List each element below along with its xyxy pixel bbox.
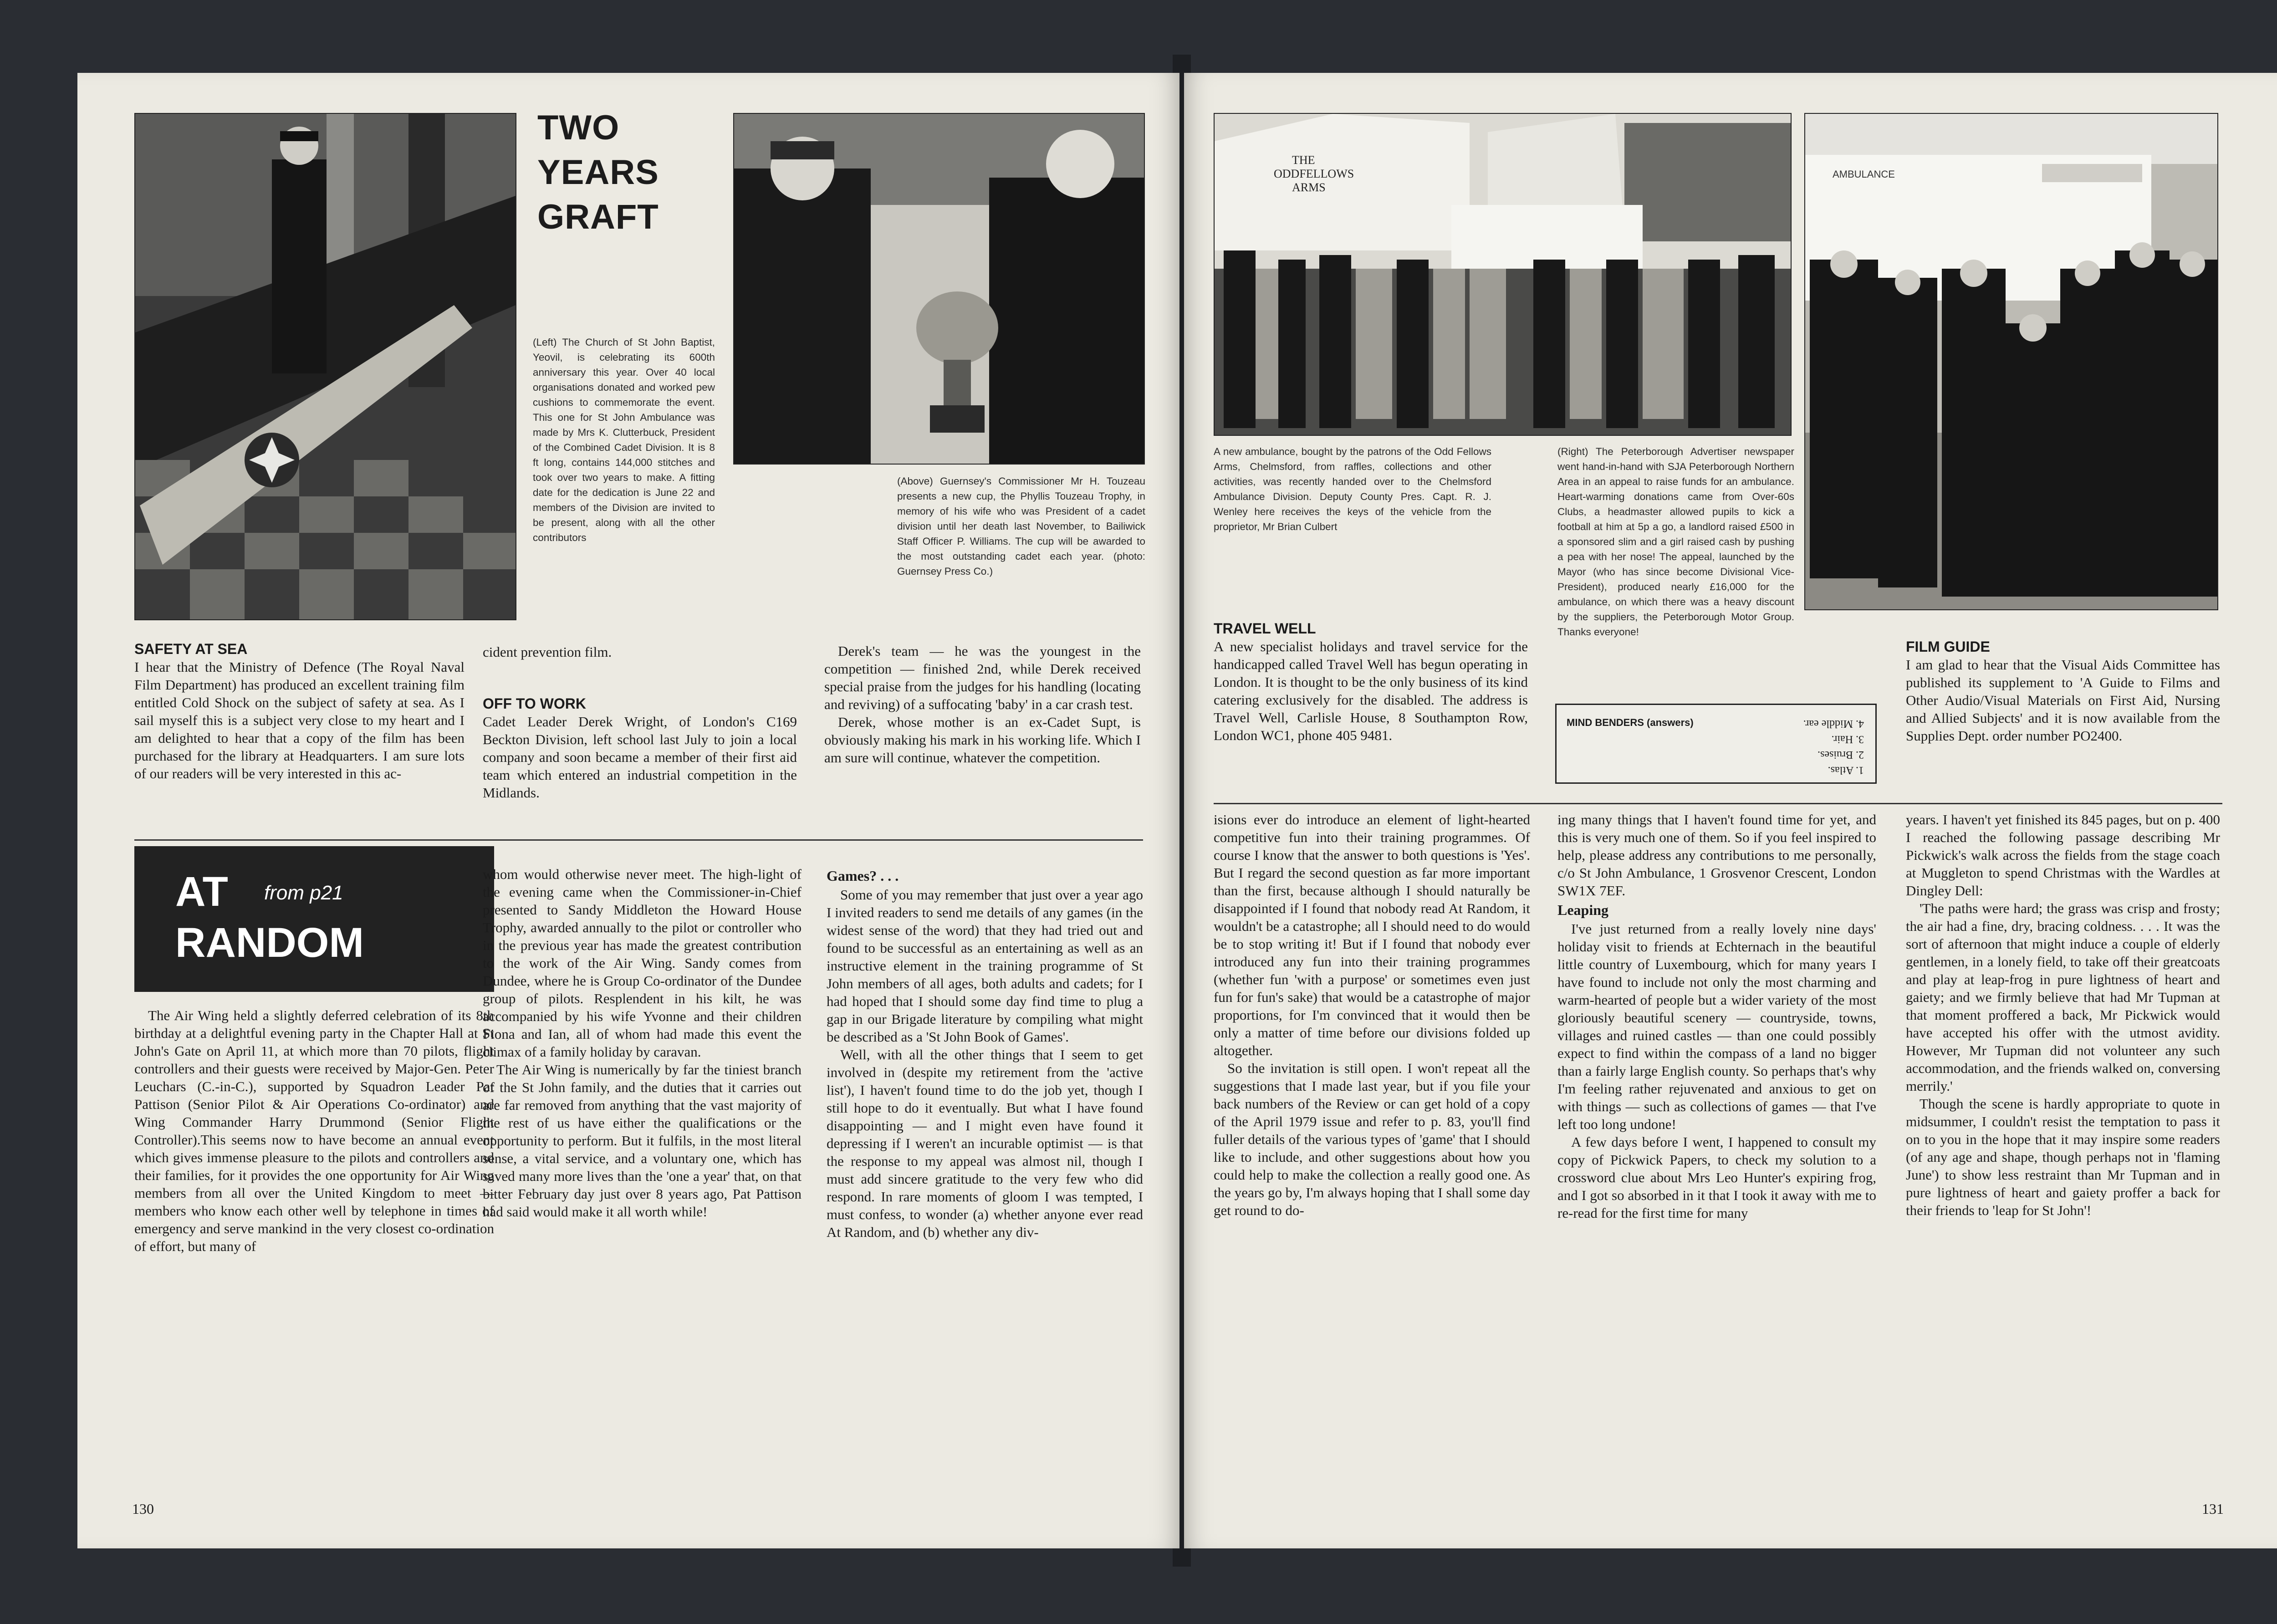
mind-benders-title: MIND BENDERS (answers) <box>1567 717 1694 728</box>
off-to-work-paragraph-1: Cadet Leader Derek Wright, of London's C169 Beckton Division, left school last July to join a local company and soon became a member of their first aid team which entered an industrial competition in the Midlands. <box>483 714 797 801</box>
pub-sign-word-2: ODDFELLOWS <box>1274 167 1354 180</box>
peterborough-ambulance-photo <box>1804 113 2218 610</box>
church-photo-caption: (Left) The Church of St John Baptist, Yeovil, is celebrating its 600th anniversary this year. Over 40 local organisations donated and worked pew cushions to commemorate the event. This one for St John Ambulance was made by Mrs K. Clutterbuck, President of the Combined Cadet Division. It is 8 ft long, contains 144,000 stitches and took over two years to make. A fitting date for the dedication is June 22 and members of the Division are invited to be present, along with all the other contributors <box>533 337 715 543</box>
travel-well-paragraph: A new specialist holidays and travel service for the handicapped called Travel Well has begun operating in London. It is thought to be the only business of its kind catering exclusively for the disabled. The address is Travel Well, Carlisle House, 8 Southampton Row, London WC1, phone 405 9481. <box>1214 638 1528 743</box>
mind-benders-answers-box <box>1555 704 1877 784</box>
at-random-title-at: AT <box>175 868 228 915</box>
games-heading: Games? . . . <box>827 868 899 884</box>
at-random-col5-paragraph-1: ing many things that I haven't found time for yet, and this is very much one of them. So if you feel inspired to help, please address any contributions to me personally, c/o St John Ambulance, 1 Grosvenor Crescent, London SW1X 7EF. <box>1557 812 1876 899</box>
film-guide-paragraph: I am glad to hear that the Visual Aids Committee has published its supplement to 'A Guide to Films and Other Audio/Visual Materials on First Aid, Nursing and Allied Subjects' and it is now available from the Supplies Dept. order number PO2400. <box>1906 657 2220 744</box>
at-random-col6-paragraph-1: years. I haven't yet finished its 845 pages, but on p. 400 I reached the following passage describing Mr Pickwick's walk across the fields from the stage coach at Muggleton to spend Christmas with the Wardles at Dingley Dell: <box>1906 812 2220 899</box>
page-number-left: 130 <box>132 1501 154 1517</box>
at-random-col6-paragraph-2: 'The paths were hard; the grass was crisp and frosty; the air had a fine, dry, bracing coldness. . . . It was the sort of afternoon that might induce a couple of elderly gentlemen, in a lonely field, to take off their greatcoats and play at leap-frog in pure lightness of heart and gaiety; and we firmly believe that had Mr Tupman at that moment proffered a back, Mr Pickwick would have accepted his offer with the utmost avidity. However, Mr Tupman did not volunteer any such accommodation, and the friends walked on, conversing merrily.' <box>1906 900 2220 1094</box>
at-random-col1-paragraph: The Air Wing held a slightly deferred celebration of its 8th birthday at a delightful evening party in the Chapter Hall at St John's Gate on April 11, at which more than 70 pilots, flight controllers and their guests were received by Major-Gen. Peter Leuchars (C.-in-C.), supported by Squadron Leader Pat Pattison (Senior Pilot & Air Operations Co-ordinator) and Wing Commander Harry Drummond (Senior Flight Controller).This seems now to have become an annual event which gives immense pleasure to the pilots and controllers and their families, for it provides the one opportunity for Air Wing members from all over the United Kingdom to meet — members who know each other well by telephone in times of emergency and serve mankind in the very closest co-ordination of effort, but many of <box>134 1007 494 1254</box>
church-pew-cushion-photo <box>134 113 516 620</box>
guernsey-trophy-photo <box>733 113 1145 465</box>
at-random-col5-paragraph-2: I've just returned from a really lovely nine days' holiday visit to friends at Echternach in the beautiful little country of Luxembourg, which for many years I have found to include not only the most charming and warm-hearted of people but a wider variety of the most gloriously beautiful scenery — countryside, towns, villages and ruined castles — than one could possibly expect to find within the compass of a land no bigger than a fairly large English county. So perhaps that's why I'm feeling rather rejuvenated and anxious to get on with things — such as collections of games — that I've left too long undone! <box>1557 921 1876 1132</box>
mind-benders-answers-upside-down <box>1732 710 1864 778</box>
off-to-work-paragraph-3: Derek, whose mother is an ex-Cadet Supt, is obviously making his mark in his working life. Which I am sure will continue, whatever the competition. <box>824 714 1141 766</box>
pub-sign-word-3: ARMS <box>1292 181 1326 194</box>
at-random-column-6 <box>1906 811 2220 1219</box>
headline-line-2: YEARS <box>537 153 659 192</box>
odd-fellows-caption: A new ambulance, bought by the patrons of the Odd Fellows Arms, Chelmsford, from raffles, collections and other activities, was recently handed over to the Chelmsford Ambulance Division. Deputy County Pres. Capt. R. J. Wenley here receives the keys of the vehicle from the proprietor, Mr Brian Culbert <box>1214 446 1491 532</box>
at-random-column-3 <box>827 865 1143 1241</box>
headline-line-1: TWO <box>537 108 620 147</box>
at-random-column-2 <box>483 865 802 1221</box>
headline-line-3: GRAFT <box>537 198 659 236</box>
at-random-col3-paragraph-2: Well, with all the other things that I seem to get involved in (despite my retirement from the 'active list'), I haven't found time to do the job yet, though I still hope to do it eventually. But what I have found disappointing — and I might even have found it depressing if I weren't an incurable optimist — is that the response to my appeal was almost nil, though I must add sincere gratitude to the very few who did respond. In rare moments of gloom I was tempted, I must confess, to wonder (a) whether anyone ever read At Random, and (b) whether any div- <box>827 1047 1143 1240</box>
at-random-title-block <box>134 846 494 992</box>
mind-benders-answer: 4. Middle ear. <box>1803 718 1864 730</box>
off-to-work-column <box>483 643 797 661</box>
at-random-col5-paragraph-3: A few days before I went, I happened to consult my copy of Pickwick Papers, to check my solution to a crossword clue about Mrs Leo Hunter's expiring frog, and I got so absorbed in it that I took it away with me to re-read for the first time for many <box>1557 1134 1876 1221</box>
mind-benders-answer: 3. Hair. <box>1831 733 1864 745</box>
at-random-col3-paragraph-1: Some of you may remember that just over a year ago I invited readers to send me details of any games (in the widest sense of the word) that they had tried out and found to be successful as an entertaining as well as an instructive element in the training programme of St John members of all ages, both adults and cadets; for I had hoped that I should some day find time to plug a gap in our Brigade literature by compiling what might be described as a 'St John Book of Games'. <box>827 887 1143 1045</box>
page-number-right: 131 <box>2202 1501 2224 1517</box>
off-to-work-heading: OFF TO WORK <box>483 695 586 712</box>
at-random-column-5 <box>1557 811 1876 1222</box>
travel-well-heading: TRAVEL WELL <box>1214 620 1316 637</box>
off-to-work-text <box>483 713 797 802</box>
odd-fellows-ambulance-photo <box>1214 113 1792 436</box>
film-guide-text <box>1906 656 2220 745</box>
at-random-from-page: from p21 <box>264 882 343 904</box>
at-random-col2-paragraph-1: whom would otherwise never meet. The high-light of the evening came when the Commissioner-in-Chief presented to Sandy Middleton the Howard House Trophy, awarded annually to the pilot or controller who in the previous year has made the greatest contribution to the work of the Air Wing. Sandy comes from Dundee, where he is Group Co-ordinator of the Dundee group of pilots. Resplendent in his kilt, he was accompanied by his wife Yvonne and their children Fiona and Ian, all of whom had made this event the climax of a family holiday by caravan. <box>483 866 802 1060</box>
off-to-work-text-cont <box>824 642 1141 766</box>
safety-at-sea-heading: SAFETY AT SEA <box>134 641 248 657</box>
left-page-rule <box>134 839 1143 841</box>
at-random-col2-paragraph-2: The Air Wing is numerically by far the tiniest branch of the St John family, and the duties that it carries out are far removed from anything that the vast majority of the rest of us have either the qualifications or the opportunity to perform. But it fulfils, in the most literal sense, a vital service, and a voluntary one, which has saved many more lives than the 'one a year' that, on that bitter February day just over 8 years ago, Pat Pattison had said would make it all worth while! <box>483 1062 802 1220</box>
van-lettering: AMBULANCE <box>1833 169 1895 180</box>
at-random-column-4 <box>1214 811 1530 1219</box>
leaping-heading: Leaping <box>1557 902 1609 918</box>
at-random-col4-paragraph-1: isions ever do introduce an element of light-hearted competitive fun into their training programmes. Of course I know that the answer to both questions is 'Yes'. But I regard the second question as far more important than the first, because although I should naturally be disappointed if I found that nobody read At Random, it wouldn't be a catastrophe; all I should need to do would be to stop writing it! But if I found that nobody ever introduced any fun into their training programmes (whether fun 'with a purpose' or sometimes even just fun for fun's sake) that would be a catastrophe of major proportions, for I'm convinced that it would then be only a matter of time before our divisions folded up altogether. <box>1214 812 1530 1058</box>
at-random-col6-paragraph-3: Though the scene is hardly appropriate to quote in midsummer, I couldn't resist the temptation to pass it on to you in the hope that it may inspire some readers (of any age and shape, though perhaps not in 'flaming June') to show less restraint than Mr Tupman and in pure lightness of heart and gaiety proffer a back for their friends to 'leap for St John'! <box>1906 1096 2220 1218</box>
pub-sign-word-1: THE <box>1292 153 1315 167</box>
right-page-rule <box>1214 803 2222 804</box>
off-to-work-paragraph-2: Derek's team — he was the youngest in the competition — finished 2nd, while Derek received special praise from the judges for his handling (locating and reviving) of a suffocating 'baby' in a car crash test. <box>824 643 1141 712</box>
safety-at-sea-text <box>134 658 465 782</box>
at-random-title-random: RANDOM <box>175 919 364 966</box>
mind-benders-answer: 2. Bruises. <box>1818 749 1864 761</box>
mind-benders-answer: 1. Atlas. <box>1828 764 1864 776</box>
at-random-col4-paragraph-2: So the invitation is still open. I won't repeat all the suggestions that I made last year, but if you file your back numbers of the Review or can get hold of a copy of the April 1979 issue and refer to p. 83, you'll find fuller details of the various types of 'game' that I should like to include, and other suggestions about how you could help to make the collection a really good one. As the years go by, I'm always hoping that I shall some day get round to do- <box>1214 1060 1530 1218</box>
two-years-graft-headline <box>537 106 659 240</box>
guernsey-photo-caption: (Above) Guernsey's Commissioner Mr H. Touzeau presents a new cup, the Phyllis Touzeau Trophy, in memory of his wife who was President of a cadet division until her death last November, to Bailiwick Staff Officer P. Williams. The cup will be awarded to the most outstanding cadet each year. (photo: Guernsey Press Co.) <box>897 475 1145 577</box>
travel-well-text <box>1214 638 1528 744</box>
film-guide-heading: FILM GUIDE <box>1906 638 1990 655</box>
safety-at-sea-continuation: cident prevention film. <box>483 644 612 660</box>
safety-at-sea-paragraph: I hear that the Ministry of Defence (The Royal Naval Film Department) has produced an excellent training film entitled Cold Shock on the subject of safety at sea. As I sail myself this is a subject very close to my heart and I am delighted to hear that a copy of the film has been purchased for the library at Headquarters. I am sure lots of our readers will be very interested in this ac- <box>134 659 465 781</box>
peterborough-caption: (Right) The Peterborough Advertiser newspaper went hand-in-hand with SJA Peterborough Northern Area in an appeal to raise funds for an ambulance. Heart-warming donations came from Over-60s Clubs, a headmaster allowed pupils to kick a football at him at 5p a go, a landlord raised £500 in a sponsored slim and a girl raised cash by pushing a pea with her nose! The appeal, launched by the Mayor (who has since become Divisional Vice-President), produced nearly £16,000 for the ambulance, on which there was a heavy discount by the suppliers, the Peterborough Motor Group. Thanks everyone! <box>1557 446 1794 638</box>
at-random-column-1 <box>134 1006 494 1255</box>
